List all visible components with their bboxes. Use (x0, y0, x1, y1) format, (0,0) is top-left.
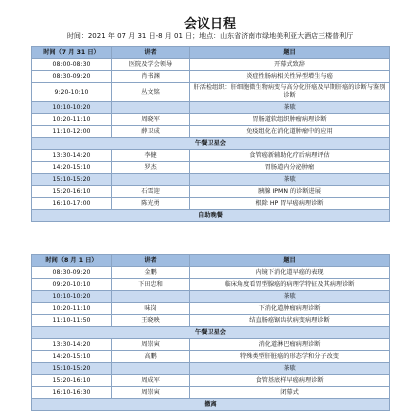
row-time: 15:10-15:20 (32, 174, 112, 186)
table-header-row (32, 47, 390, 59)
row-speaker: 肖书渊 (112, 71, 190, 83)
table-row (32, 279, 390, 291)
row-time: 15:20-16:10 (32, 375, 112, 387)
header-topic: 题目 (190, 47, 390, 59)
row-speaker: 罗杰 (112, 162, 190, 174)
table-row (32, 303, 390, 315)
row-speaker: 周崇寅 (112, 339, 190, 351)
table-row (32, 339, 390, 351)
row-time: 10:20-11:10 (32, 114, 112, 126)
row-time: 09:20-10:10 (32, 279, 112, 291)
table-row (32, 351, 390, 363)
row-speaker: 高鹏 (112, 351, 190, 363)
row-speaker: 金鹏 (112, 267, 190, 279)
row-topic: 闭幕式 (190, 387, 390, 399)
table-row (32, 198, 390, 210)
row-time: 13:30-14:20 (32, 150, 112, 162)
closing-row (32, 210, 390, 222)
row-topic: 消化道淋巴瘤病理诊断 (190, 339, 390, 351)
closing-label: 自助晚餐 (32, 210, 390, 222)
page-title: 会议日程 (183, 17, 236, 32)
table-row-break (32, 102, 390, 114)
row-time: 14:20-15:10 (32, 351, 112, 363)
row-topic: 炎症性肠病相关性异型增生与癌 (190, 71, 390, 83)
row-speaker (112, 363, 190, 375)
table-row (32, 387, 390, 399)
row-topic: 茶歇 (190, 291, 390, 303)
row-time: 15:10-15:20 (32, 363, 112, 375)
header-speaker: 讲者 (112, 255, 190, 267)
row-speaker: 医院及学会领导 (112, 59, 190, 71)
row-topic: 食管基底样早癌病理诊断 (190, 375, 390, 387)
row-topic: 下消化道肿瘤病理诊断 (190, 303, 390, 315)
header-topic: 题目 (190, 255, 390, 267)
row-time: 10:10-10:20 (32, 102, 112, 114)
table-row (32, 162, 390, 174)
row-topic: 结直肠癌锯齿状病变病理诊断 (190, 315, 390, 327)
row-speaker: 王晓映 (112, 315, 190, 327)
row-topic: 临床角度看胃型腺癌的病理学特征及其病理诊断 (190, 279, 390, 291)
table-header-row (32, 255, 390, 267)
row-topic: 胰腺 IPMN 的诊断进展 (190, 186, 390, 198)
table-row (32, 150, 390, 162)
row-speaker (112, 174, 190, 186)
row-time: 08:00-08:30 (32, 59, 112, 71)
lunch-row (32, 138, 390, 150)
row-topic: 开幕式致辞 (190, 59, 390, 71)
table-row (32, 186, 390, 198)
row-speaker: 周成军 (112, 375, 190, 387)
row-time: 08:30-09:20 (32, 71, 112, 83)
table-row (32, 315, 390, 327)
table-row-break (32, 291, 390, 303)
header-speaker: 讲者 (112, 47, 190, 59)
row-time: 10:10-10:20 (32, 291, 112, 303)
table-row (32, 375, 390, 387)
row-time: 11:10-11:50 (32, 315, 112, 327)
row-time: 08:30-09:20 (32, 267, 112, 279)
row-time: 13:30-14:20 (32, 339, 112, 351)
row-time: 16:10-16:30 (32, 387, 112, 399)
row-speaker: 味岗 (112, 303, 190, 315)
row-speaker (112, 291, 190, 303)
row-topic: 茶歇 (190, 363, 390, 375)
row-speaker: 陈光勇 (112, 198, 190, 210)
row-time: 15:20-16:10 (32, 186, 112, 198)
table-row (32, 126, 390, 138)
lunch-label: 午餐卫星会 (32, 327, 390, 339)
closing-row (32, 399, 390, 411)
table-row-break (32, 363, 390, 375)
row-time: 16:10-17:00 (32, 198, 112, 210)
page-subtitle: 时间：2021 年 07 月 31 日-8 月 01 日；地点：山东省济南市绿地美利亚大酒店三楼普利厅 (66, 32, 354, 40)
row-time: 10:20-11:10 (32, 303, 112, 315)
row-topic: 食管癌新辅助化疗后病理评估 (190, 150, 390, 162)
row-speaker (112, 102, 190, 114)
row-speaker: 下田忠和 (112, 279, 190, 291)
row-topic: 茶歇 (190, 174, 390, 186)
table-row (32, 267, 390, 279)
lunch-row (32, 327, 390, 339)
row-speaker: 丛文铭 (112, 83, 190, 102)
table-row (32, 83, 390, 102)
row-time: 9:20-10:10 (32, 83, 112, 102)
row-speaker: 李健 (112, 150, 190, 162)
table-row-break (32, 174, 390, 186)
header-time: 时间（8 月 1 日） (32, 255, 112, 267)
lunch-label: 午餐卫星会 (32, 138, 390, 150)
row-topic: 肝活检组织：肝细胞微生物病变与高分化肝癌及早期肝癌的诊断与鉴别诊断 (190, 83, 390, 102)
row-speaker: 周崇寅 (112, 387, 190, 399)
row-topic: 特殊类型肝脏癌的形态学和分子改变 (190, 351, 390, 363)
row-speaker: 周晓军 (112, 114, 190, 126)
closing-label: 撤离 (32, 399, 390, 411)
row-topic: 茶歇 (190, 102, 390, 114)
header-time: 时间（7 月 31 日） (32, 47, 112, 59)
row-speaker: 石雪迎 (112, 186, 190, 198)
day1-schedule-table (31, 46, 390, 222)
table-row (32, 59, 390, 71)
table-row (32, 71, 390, 83)
row-topic: 内镜下消化道早癌的表现 (190, 267, 390, 279)
row-speaker: 薛卫成 (112, 126, 190, 138)
table-row (32, 114, 390, 126)
row-topic: 胃肠道软组织肿瘤病理诊断 (190, 114, 390, 126)
row-topic: 胃肠道内分泌肿瘤 (190, 162, 390, 174)
row-topic: 根除 HP 胃早癌病理诊断 (190, 198, 390, 210)
row-topic: 免疫组化在消化道肿瘤中的应用 (190, 126, 390, 138)
row-time: 11:10-12:00 (32, 126, 112, 138)
day2-schedule-table (31, 254, 390, 411)
row-time: 14:20-15:10 (32, 162, 112, 174)
